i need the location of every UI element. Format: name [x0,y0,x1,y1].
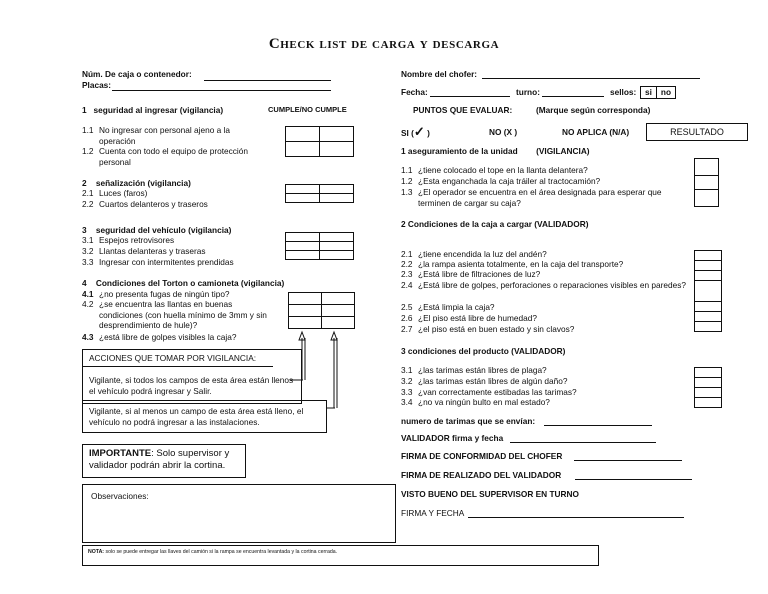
checkbox-cell[interactable] [320,142,354,157]
validador-label: VALIDADOR firma y fecha [401,433,504,443]
list-item: 2.7 ¿el piso está en buen estado y sin clavos? [401,324,575,334]
tarimas-label: numero de tarimas que se envían: [401,416,536,426]
acciones-title: ACCIONES QUE TOMAR POR VIGILANCIA: [89,353,257,363]
list-item: 2.2 ¿la rampa asienta totalmente, en la caja del transporte? [401,259,624,269]
result-grid-3 [694,367,722,408]
acciones-box-2 [82,400,327,433]
section-3-title: 3 seguridad del vehículo (vigilancia) [82,225,232,235]
tarimas-field[interactable] [544,425,652,426]
section-1-title: 1 seguridad al ingresar (vigilancia) [82,105,224,115]
result-cell[interactable] [695,302,722,312]
conformidad-field[interactable] [574,460,682,461]
cumple-header: CUMPLE/NO CUMPLE [268,105,347,114]
checkbox-cell[interactable] [289,293,322,305]
list-item: 2.4 ¿Está libre de golpes, perforaciones o reparaciones visibles en paredes? [401,280,686,290]
firma-fecha-field[interactable] [468,517,684,518]
result-cell[interactable] [695,176,719,190]
na-legend: NO APLICA (N/A) [562,127,630,137]
checkbox-cell[interactable] [322,293,355,305]
checkbox-cell[interactable] [320,185,354,194]
list-item: 1.1 No ingresar con personal ajeno a la operación [82,125,230,146]
result-cell[interactable] [695,398,722,408]
checkbox-cell[interactable] [322,305,355,317]
turno-field[interactable] [542,96,604,97]
acciones-text-2: Vigilante, si al menos un campo de esta área está lleno, el vehículo no podrá ingresar a las instalaciones. [89,406,304,427]
firma-fecha-label: FIRMA Y FECHA [401,508,465,518]
cumple-grid-1 [285,126,354,157]
placas-field[interactable] [112,90,331,91]
section-4-title: 4 Condiciones del Torton o camioneta (vigilancia) [82,278,285,288]
list-item: 2.3 ¿Está libre de filtraciones de luz? [401,269,541,279]
turno-label: turno: [516,87,540,97]
list-item: 3.2 Llantas delanteras y traseras [82,246,206,256]
list-item: 3.1 Espejos retrovisores [82,235,175,245]
checkbox-cell[interactable] [286,185,320,194]
chofer-field[interactable] [482,78,700,79]
checkbox-cell[interactable] [320,251,354,260]
section-2-title: 2 señalización (vigilancia) [82,178,191,188]
checkmark-icon: ✓ [413,124,425,139]
no-legend: NO (X ) [489,127,518,137]
result-cell[interactable] [695,159,719,176]
result-cell[interactable] [695,190,719,207]
checkbox-cell[interactable] [286,142,320,157]
cumple-grid-4 [288,292,355,329]
list-item: 1.2 ¿Esta enganchada la caja tráiler al tractocamión? [401,176,601,186]
checkbox-cell[interactable] [286,251,320,260]
checkbox-cell[interactable] [320,242,354,251]
resultado-box [646,123,748,141]
si-legend: SI (✓ ) [401,124,430,139]
importante-text: IMPORTANTE: Solo supervisor y validador podrán abrir la cortina. [89,448,230,471]
checkbox-cell[interactable] [322,317,355,329]
cumple-grid-2 [285,184,354,203]
placas-label: Placas: [82,80,112,90]
list-item: 4.2 ¿se encuentra las llantas en buenas condiciones (con huella mínimo de 3mm y sin desprendimiento de hule)? [82,299,267,330]
visto-label: VISTO BUENO DEL SUPERVISOR EN TURNO [401,489,579,499]
result-grid-2 [694,250,722,332]
checkbox-cell[interactable] [320,194,354,203]
result-cell[interactable] [695,388,722,398]
checkbox-cell[interactable] [286,127,320,142]
result-cell[interactable] [695,322,722,332]
cumple-grid-3 [285,232,354,260]
observaciones-box[interactable] [82,484,396,543]
r1-title: 1 aseguramiento de la unidad (VIGILANCIA) [401,146,590,156]
resultado-label: RESULTADO [670,127,724,137]
checkbox-cell[interactable] [289,305,322,317]
result-cell[interactable] [695,378,722,388]
list-item: 1.3 ¿El operador se encuentra en el área designada para esperar que terminen de cargar su caja? [401,187,662,208]
r3-title: 3 condiciones del producto (VALIDADOR) [401,346,566,356]
sellos-no[interactable]: no [657,86,676,99]
list-item: 2.2 Cuartos delanteros y traseros [82,199,208,209]
divider [83,366,273,367]
acciones-text-1: Vigilante, si todos los campos de esta área están llenos el vehículo podrá ingresar y Salir. [89,375,294,396]
fecha-field[interactable] [430,96,510,97]
observaciones-label: Observaciones: [91,491,149,501]
checkbox-cell[interactable] [286,242,320,251]
result-cell[interactable] [695,251,722,261]
puntos-label: PUNTOS QUE EVALUAR: [413,105,513,115]
list-item: 4.3 ¿está libre de golpes visibles la caja? [82,332,237,342]
importante-box [82,444,246,478]
result-cell[interactable] [695,368,722,378]
list-item: 1.2 Cuenta con todo el equipo de protección personal [82,146,248,167]
list-item: 3.2 ¿las tarimas están libres de algún daño? [401,376,568,386]
list-item: 4.1 ¿no presenta fugas de ningún tipo? [82,289,230,299]
result-cell[interactable] [695,312,722,322]
result-cell[interactable] [695,261,722,271]
result-grid-1 [694,158,719,207]
sellos-options [640,86,676,99]
checkbox-cell[interactable] [286,233,320,242]
checkbox-cell[interactable] [320,233,354,242]
realizado-label: FIRMA DE REALIZADO DEL VALIDADOR [401,470,562,480]
page-title: Check list de carga y descarga [268,36,500,52]
checkbox-cell[interactable] [320,127,354,142]
list-item: 2.5 ¿Está limpia la caja? [401,302,495,312]
list-item: 2.1 ¿tiene encendida la luz del andén? [401,249,547,259]
conformidad-label: FIRMA DE CONFORMIDAD DEL CHOFER [401,451,563,461]
sellos-si[interactable]: si [640,86,657,99]
chofer-label: Nombre del chofer: [401,69,478,79]
list-item: 3.1 ¿las tarimas están libres de plaga? [401,365,547,375]
validador-field[interactable] [510,442,656,443]
list-item: 1.1 ¿tiene colocado el tope en la llanta delantera? [401,165,588,175]
marque-label: (Marque según corresponda) [536,105,651,115]
r2-title: 2 Condiciones de la caja a cargar (VALIDADOR) [401,219,589,229]
list-item: 3.3 ¿van correctamente estibadas las tarimas? [401,387,577,397]
nota-text: NOTA: solo se puede entregar las llaves del camión si la rampa se encuentra levantada y la cortina cerrada. [88,549,338,555]
result-cell[interactable] [695,271,722,281]
realizado-field[interactable] [575,479,692,480]
list-item: 3.3 Ingresar con intermitentes prendidas [82,257,234,267]
caja-field[interactable] [204,80,331,81]
acciones-box [82,349,302,404]
fecha-label: Fecha: [401,87,428,97]
checkbox-cell[interactable] [286,194,320,203]
result-cell[interactable] [695,281,722,302]
caja-label: Núm. De caja o contenedor: [82,69,192,79]
nota-box [82,545,599,566]
checkbox-cell[interactable] [289,317,322,329]
sellos-label: sellos: [610,87,637,97]
list-item: 2.6 ¿El piso está libre de humedad? [401,313,537,323]
list-item: 2.1 Luces (faros) [82,188,148,198]
list-item: 3.4 ¿no va ningún bulto en mal estado? [401,397,550,407]
